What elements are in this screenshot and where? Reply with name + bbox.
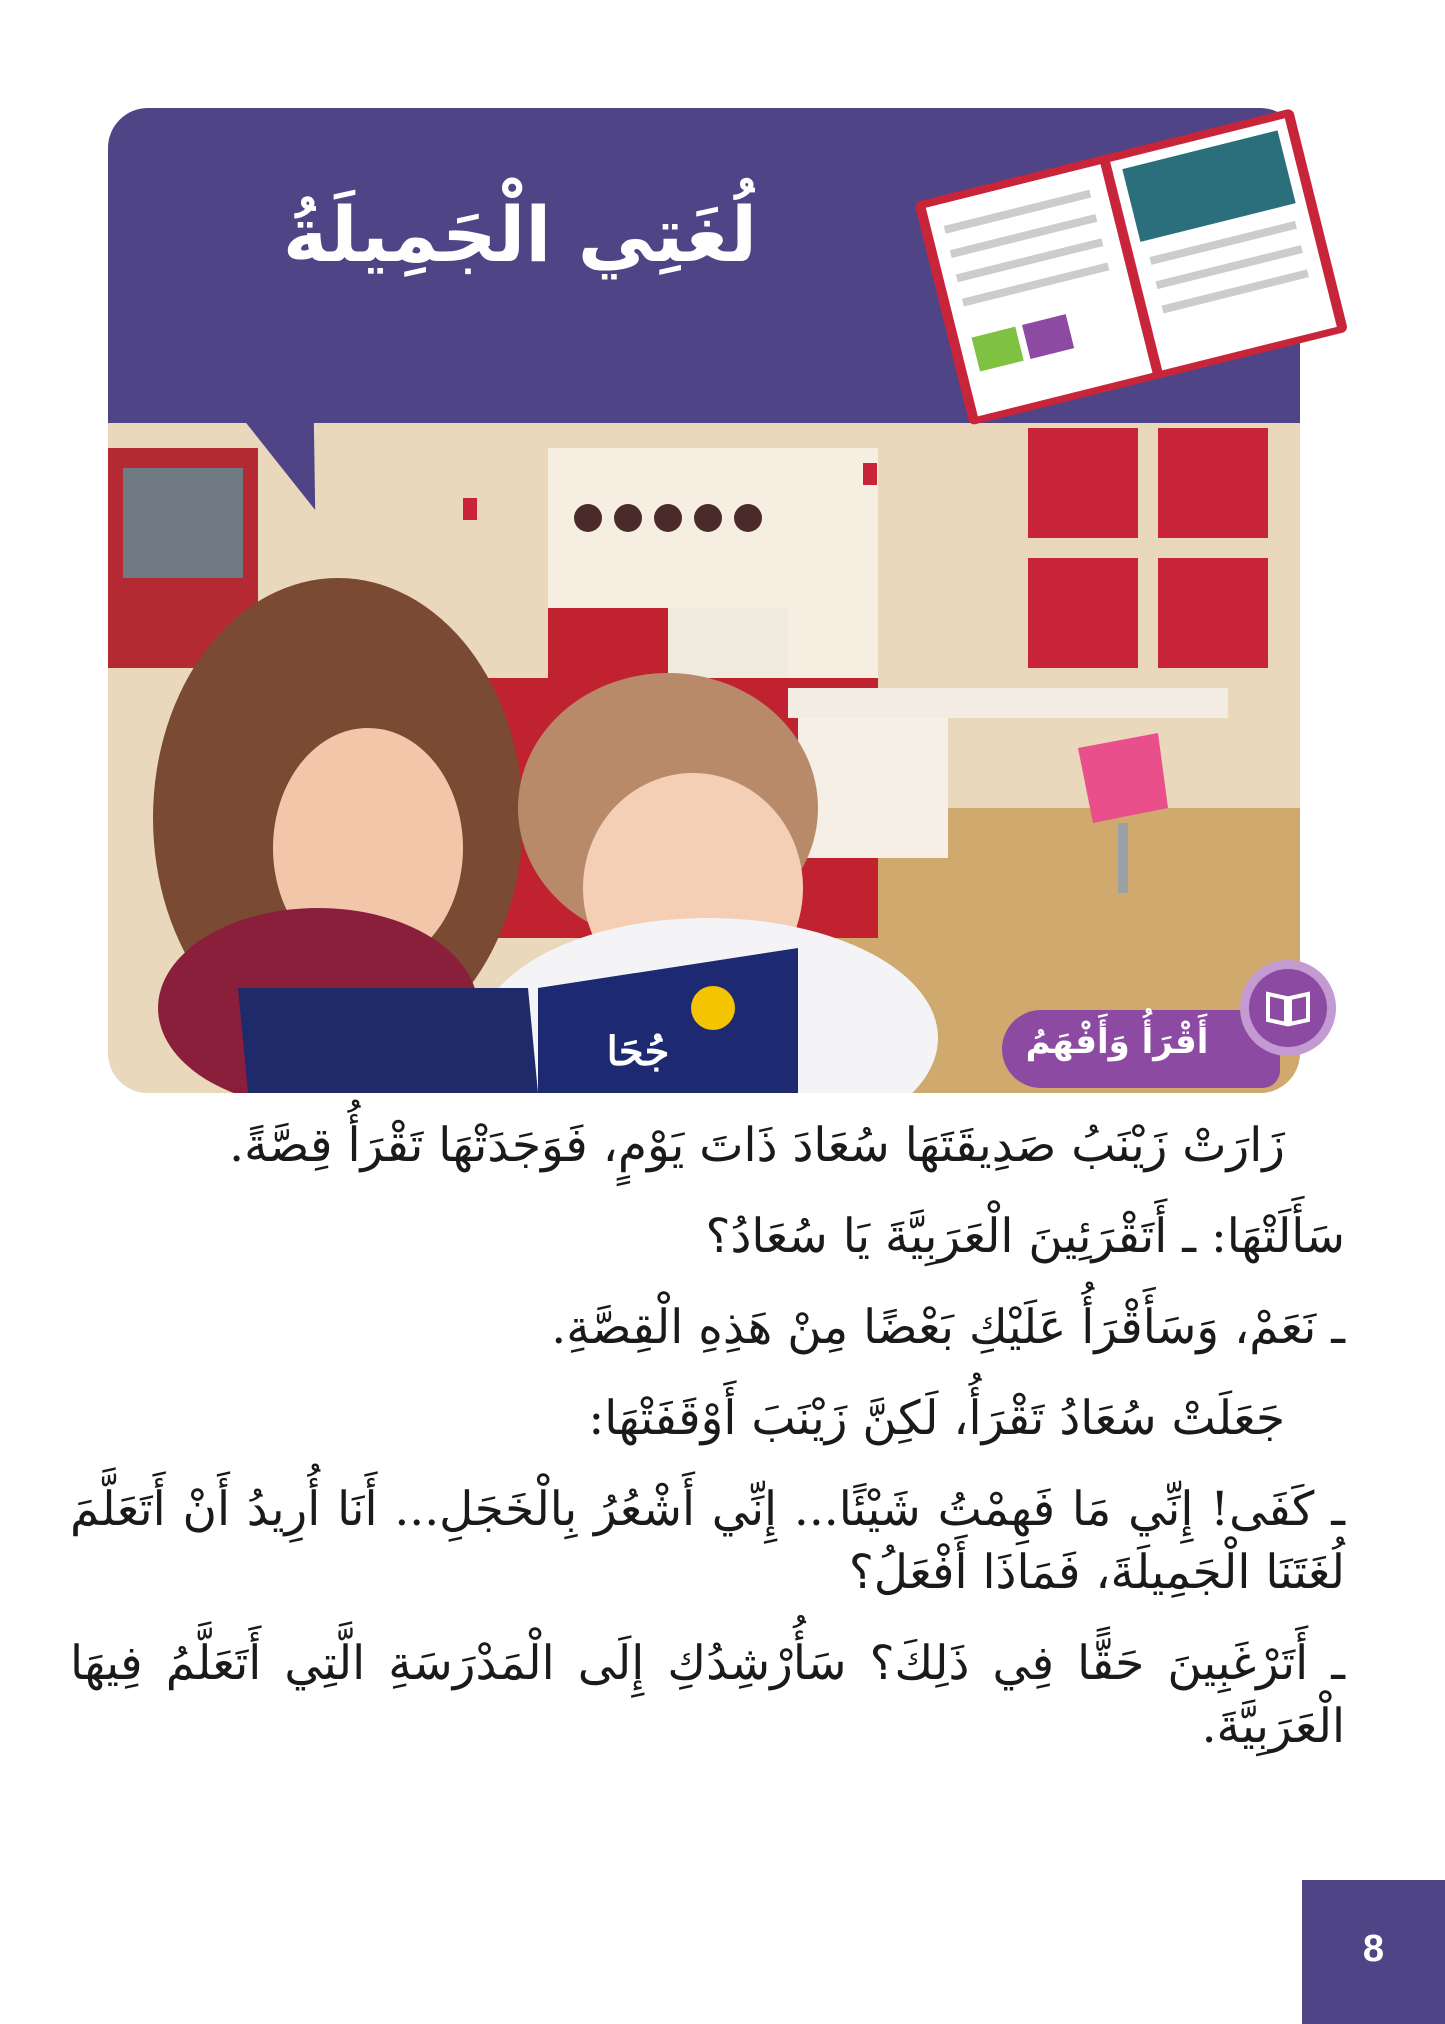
story-paragraph-6: ـ أَتَرْغَبِينَ حَقًّا فِي ذَلِكَ؟ سَأُرْشِدُكِ إِلَى الْمَدْرَسَةِ الَّتِي أَتَعَلَّمُ فِيهَا الْعَرَبِيَّةَ. <box>70 1635 1345 1754</box>
story-paragraph-1: زَارَتْ زَيْنَبُ صَدِيقَتَهَا سُعَادَ ذَاتَ يَوْمٍ، فَوَجَدَتْهَا تَقْرَأُ قِصَّةً. <box>229 1118 1285 1173</box>
story-paragraph-5: ـ كَفَى! إِنِّي مَا فَهِمْتُ شَيْئًا... إِنِّي أَشْعُرُ بِالْخَجَلِ... أَنَا أُرِيدُ أَنْ أَتَعَلَّمَ لُغَتَنَا الْجَمِيلَةَ، فَمَاذَا أَفْعَلُ؟ <box>70 1481 1345 1600</box>
story-paragraph-3: ـ نَعَمْ، وَسَأَقْرَأُ عَلَيْكِ بَعْضًا مِنْ هَذِهِ الْقِصَّةِ. <box>551 1299 1345 1355</box>
read-and-understand-label: أَقْرَأُ وَأَفْهَمُ <box>1025 1022 1209 1062</box>
page-number-box <box>1302 1880 1445 2024</box>
open-book-icon <box>1249 969 1327 1047</box>
story-paragraph-4: جَعَلَتْ سُعَادُ تَقْرَأُ، لَكِنَّ زَيْنَبَ أَوْقَفَتْهَا: <box>588 1390 1285 1446</box>
open-book-thumbnail-icon <box>910 82 1350 442</box>
story-paragraph-2: سَأَلَتْهَا: ـ أَتَقْرَئِينَ الْعَرَبِيَّةَ يَا سُعَادُ؟ <box>705 1208 1345 1264</box>
story-text <box>70 1115 1345 1787</box>
page-number: 8 <box>1362 1928 1385 1970</box>
lesson-title: لُغَتِي الْجَمِيلَةُ <box>282 190 758 279</box>
read-and-understand-badge <box>1002 1010 1280 1088</box>
reading-icon-circle <box>1240 960 1336 1056</box>
book-cover-title: جُحَا <box>606 1028 670 1075</box>
